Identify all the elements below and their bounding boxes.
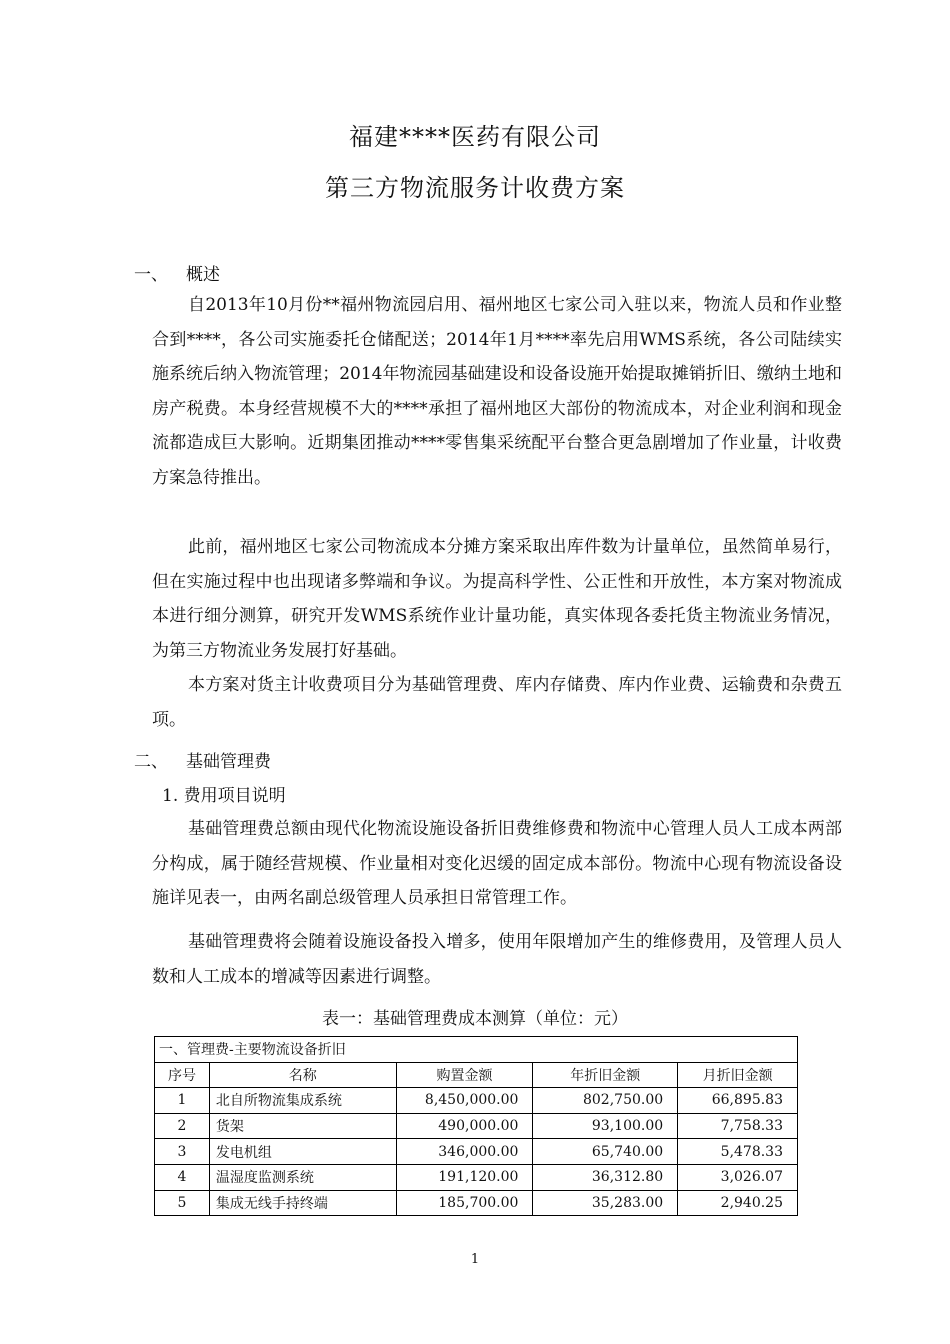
column-header: 名称 xyxy=(209,1062,396,1088)
table-cell: 2,940.25 xyxy=(678,1190,798,1216)
section-title: 概述 xyxy=(186,265,220,285)
table-cell: 3 xyxy=(155,1139,210,1165)
table-cell: 2 xyxy=(155,1113,210,1139)
table-cell: 93,100.00 xyxy=(533,1113,678,1139)
table-cell: 66,895.83 xyxy=(678,1088,798,1114)
table-header-row xyxy=(155,1062,798,1088)
table-cell: 集成无线手持终端 xyxy=(209,1190,396,1216)
table-cell: 490,000.00 xyxy=(396,1113,533,1139)
paragraph: 基础管理费将会随着设施设备投入增多，使用年限增加产生的维修费用，及管理人员人数和人工成本的增减等因素进行调整。 xyxy=(152,932,842,987)
section-number: 二、 xyxy=(134,752,168,772)
section-title: 基础管理费 xyxy=(186,752,271,772)
table-cell: 35,283.00 xyxy=(533,1190,678,1216)
column-header: 年折旧金额 xyxy=(533,1062,678,1088)
column-header: 购置金额 xyxy=(396,1062,533,1088)
table-row xyxy=(155,1164,798,1190)
depreciation-table xyxy=(154,1036,798,1216)
table-cell: 7,758.33 xyxy=(678,1113,798,1139)
table-cell: 185,700.00 xyxy=(396,1190,533,1216)
table-row xyxy=(155,1190,798,1216)
table-cell: 346,000.00 xyxy=(396,1139,533,1165)
table-cell: 802,750.00 xyxy=(533,1088,678,1114)
table-cell: 191,120.00 xyxy=(396,1164,533,1190)
table-cell: 5,478.33 xyxy=(678,1139,798,1165)
paragraph: 本方案对货主计收费项目分为基础管理费、库内存储费、库内作业费、运输费和杂费五项。 xyxy=(152,675,842,730)
table-row xyxy=(155,1113,798,1139)
table-cell: 1 xyxy=(155,1088,210,1114)
sub-heading: 1. 费用项目说明 xyxy=(162,786,286,806)
table-cell: 北自所物流集成系统 xyxy=(209,1088,396,1114)
paragraph: 自2013年10月份**福州物流园启用、福州地区七家公司入驻以来，物流人员和作业整合到****，各公司实施委托仓储配送；2014年1月****率先启用WMS系统，各公司陆续实施系统后纳入物流管理；2014年物流园基础建设和设备设施开始提取摊销折旧、缴纳土地和房产税费。本身经营规模不大的****承担了福州地区大部份的物流成本，对企业利润和现金流都造成巨大影响。近期集团推动****零售集采统配平台整合更急剧增加了作业量，计收费方案急待推出。 xyxy=(152,295,842,488)
column-header: 序号 xyxy=(155,1062,210,1088)
section-number: 一、 xyxy=(134,265,168,285)
table-section-label: 一、管理费-主要物流设备折旧 xyxy=(155,1037,798,1063)
section-heading-1 xyxy=(134,260,220,285)
table-section-row xyxy=(155,1037,798,1063)
document-title: 第三方物流服务计收费方案 xyxy=(325,174,625,202)
table-cell: 36,312.80 xyxy=(533,1164,678,1190)
paragraph: 基础管理费总额由现代化物流设施设备折旧费维修费和物流中心管理人员人工成本两部分构成，属于随经营规模、作业量相对变化迟缓的固定成本部份。物流中心现有物流设备设施详见表一，由两名副总级管理人员承担日常管理工作。 xyxy=(152,819,842,908)
table-row xyxy=(155,1139,798,1165)
table-cell: 4 xyxy=(155,1164,210,1190)
company-title: 福建****医药有限公司 xyxy=(349,123,601,151)
table-row xyxy=(155,1088,798,1114)
table-cell: 温湿度监测系统 xyxy=(209,1164,396,1190)
table-cell: 3,026.07 xyxy=(678,1164,798,1190)
section-heading-2 xyxy=(134,747,271,772)
table-caption: 表一：基础管理费成本测算（单位：元） xyxy=(322,1009,628,1029)
table-cell: 65,740.00 xyxy=(533,1139,678,1165)
table-cell: 5 xyxy=(155,1190,210,1216)
page-number: 1 xyxy=(470,1252,480,1267)
column-header: 月折旧金额 xyxy=(678,1062,798,1088)
table-cell: 8,450,000.00 xyxy=(396,1088,533,1114)
table-cell: 货架 xyxy=(209,1113,396,1139)
paragraph: 此前，福州地区七家公司物流成本分摊方案采取出库件数为计量单位，虽然简单易行，但在实施过程中也出现诸多弊端和争议。为提高科学性、公正性和开放性，本方案对物流成本进行细分测算，研究开发WMS系统作业计量功能，真实体现各委托货主物流业务情况，为第三方物流业务发展打好基础。 xyxy=(152,537,842,661)
table-cell: 发电机组 xyxy=(209,1139,396,1165)
